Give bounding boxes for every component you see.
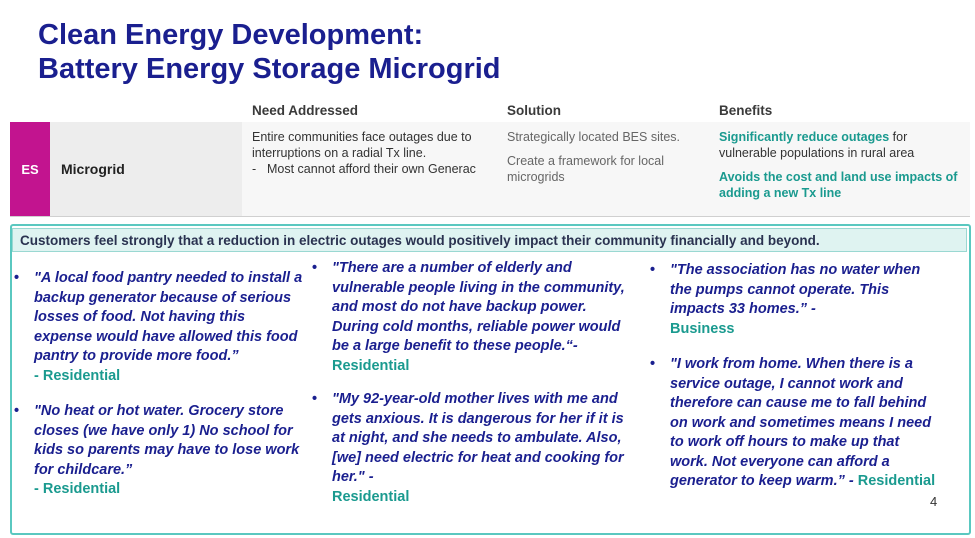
quote-item bbox=[312, 390, 634, 507]
header-solution: Solution bbox=[507, 103, 561, 118]
header-benefits: Benefits bbox=[719, 103, 773, 118]
summary-banner: Customers feel strongly that a reduction in electric outages would positively impact their community financially and beyond. bbox=[12, 228, 967, 252]
need-main-text: Entire communities face outages due to interruptions on a radial Tx line. bbox=[252, 130, 472, 160]
quote-text: "I work from home. When there is a service outage, I cannot work and therefore can cause me to fall behind on work and sometimes means I need to work off hours to make up that work. Not everyone can afford a generator to keep warm.” - bbox=[670, 356, 932, 489]
row-divider bbox=[10, 216, 970, 217]
solution-cell bbox=[507, 129, 697, 185]
bullet-icon: • bbox=[312, 391, 318, 407]
quote-text: "There are a number of elderly and vulnerable people living in the community, and most do not have backup power. During cold months, reliable power would be a large benefit to these people.“- bbox=[332, 260, 625, 354]
benefit-2: Avoids the cost and land use impacts of adding a new Tx line bbox=[719, 170, 958, 200]
benefit-1-rest: for vulnerable populations in rural area bbox=[719, 130, 915, 160]
solution-text-1: Strategically located BES sites. bbox=[507, 130, 680, 144]
quote-attribution: Business bbox=[670, 320, 735, 337]
bullet-icon: • bbox=[312, 260, 318, 276]
quote-column-2 bbox=[312, 259, 634, 507]
header-need-addressed: Need Addressed bbox=[252, 103, 359, 118]
quote-item bbox=[650, 261, 936, 339]
need-cell bbox=[252, 129, 497, 177]
quote-column-1 bbox=[14, 269, 304, 500]
title-line-2: Battery Energy Storage Microgrid bbox=[38, 53, 501, 85]
page-title bbox=[38, 18, 501, 86]
quote-attribution: - Residential bbox=[34, 367, 121, 384]
benefit-1 bbox=[719, 129, 959, 161]
quote-attribution: Residential bbox=[332, 357, 410, 374]
bullet-icon: • bbox=[650, 356, 656, 372]
benefits-cell bbox=[719, 129, 959, 201]
bullet-icon: • bbox=[14, 270, 20, 286]
quote-text: "The association has no water when the pumps cannot operate. This impacts 33 homes.” - bbox=[670, 262, 921, 317]
bullet-icon: • bbox=[14, 403, 20, 419]
solution-text-2: Create a framework for local microgrids bbox=[507, 154, 665, 184]
quote-column-3 bbox=[650, 261, 936, 492]
benefit-1-highlight: Significantly reduce outages bbox=[719, 130, 890, 144]
title-line-1: Clean Energy Development: bbox=[38, 19, 424, 51]
dash-bullet: - bbox=[252, 162, 257, 176]
quote-text: "A local food pantry needed to install a backup generator because of serious losses of food. Not having this expense would have allowed this food pantry to provide more food.” bbox=[34, 270, 303, 364]
quote-item bbox=[14, 269, 304, 386]
quote-item bbox=[14, 402, 304, 500]
quote-text: "My 92-year-old mother lives with me and gets anxious. It is dangerous for her if it is at night, and she needs to ambulate. Also, [we] need electric for heat and cooking for her." - bbox=[332, 391, 624, 485]
quote-attribution: Residential bbox=[857, 473, 936, 489]
quote-attribution: Residential bbox=[332, 488, 410, 505]
need-sub-text: Most cannot afford their own Generac bbox=[267, 162, 476, 176]
need-sub-item bbox=[252, 161, 497, 177]
bullet-icon: • bbox=[650, 262, 656, 278]
row-name: Microgrid bbox=[50, 122, 242, 216]
quote-item bbox=[312, 259, 634, 376]
row-code-badge: ES bbox=[10, 122, 50, 216]
page-number: 4 bbox=[930, 494, 938, 509]
quote-attribution: - Residential bbox=[34, 481, 121, 497]
quote-item bbox=[650, 355, 936, 492]
quote-text: "No heat or hot water. Grocery store closes (we have only 1) No school for kids so parents may have to lose work for childcare.” bbox=[34, 403, 300, 478]
